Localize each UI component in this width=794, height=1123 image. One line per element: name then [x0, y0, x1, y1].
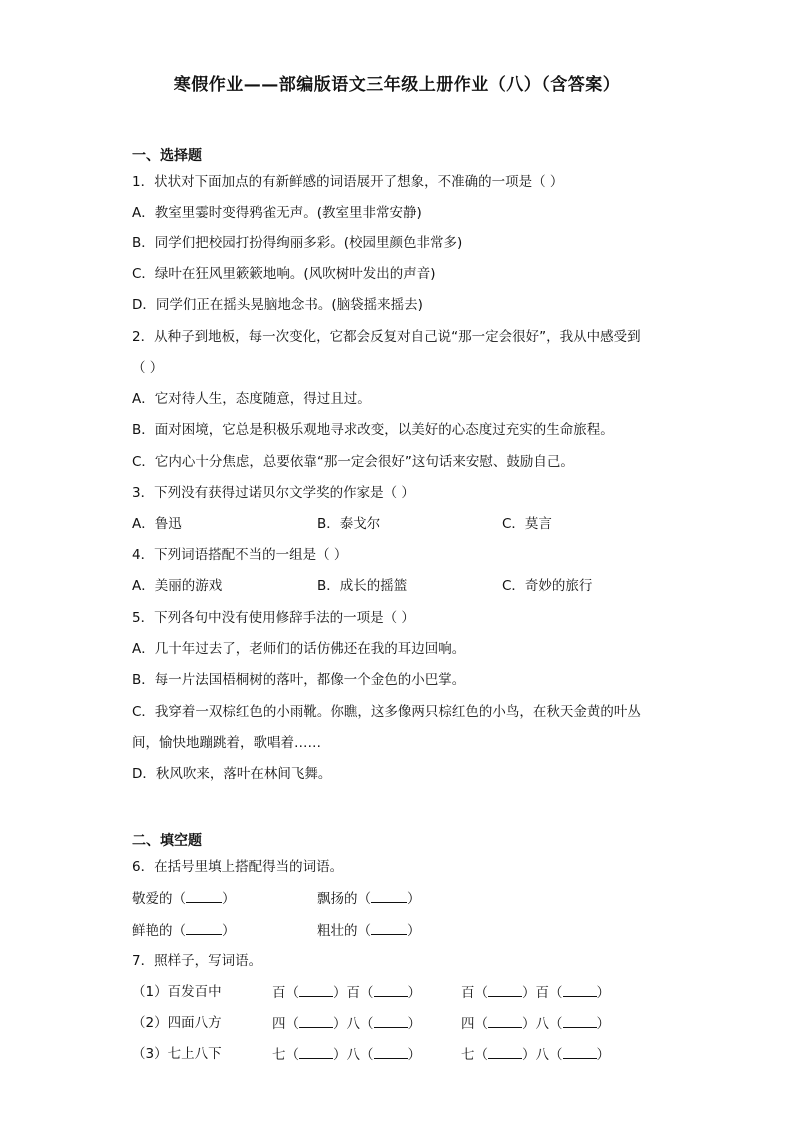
question-5-option-c: C．我穿着一双棕红色的小雨靴。你瞧，这多像两只棕红色的小鸟，在秋天金黄的叶丛	[132, 704, 641, 720]
answer-blank[interactable]	[371, 920, 407, 935]
question-3-option-a: A．鲁迅	[132, 516, 182, 532]
q7-row1-group1: 百（ ）百（ ）	[272, 982, 421, 1003]
question-5-option-a: A．几十年过去了，老师们的话仿佛还在我的耳边回响。	[132, 641, 466, 657]
question-1-option-d: D．同学们正在摇头晃脑地念书。(脑袋摇来摇去)	[132, 297, 423, 313]
answer-blank[interactable]	[299, 982, 333, 997]
answer-blank[interactable]	[186, 920, 222, 935]
answer-blank[interactable]	[186, 888, 222, 903]
answer-blank[interactable]	[563, 1013, 597, 1028]
q7-example-2: （2）四面八方	[132, 1015, 222, 1031]
question-3-option-c: C．莫言	[502, 516, 552, 532]
answer-blank[interactable]	[374, 982, 408, 997]
q7-row3-group1: 七（ ）八（ ）	[272, 1044, 421, 1065]
answer-blank[interactable]	[374, 1044, 408, 1059]
question-3-option-b: B．泰戈尔	[317, 516, 381, 532]
question-4-option-c: C．奇妙的旅行	[502, 578, 593, 594]
question-2-option-c: C．它内心十分焦虑，总要依靠“那一定会很好”这句话来安慰、鼓励自己。	[132, 454, 574, 470]
question-5-option-b: B．每一片法国梧桐树的落叶，都像一个金色的小巴掌。	[132, 672, 466, 688]
section-heading-choice: 一、选择题	[132, 148, 202, 164]
question-2-option-a: A．它对待人生，态度随意，得过且过。	[132, 391, 371, 407]
question-2-stem: 2．从种子到地板，每一次变化，它都会反复对自己说“那一定会很好”，我从中感受到	[132, 329, 641, 345]
question-5-stem: 5．下列各句中没有使用修辞手法的一项是（ ）	[132, 610, 415, 626]
question-7-stem: 7．照样子，写词语。	[132, 953, 263, 969]
question-1-option-c: C．绿叶在狂风里簌簌地响。(风吹树叶发出的声音)	[132, 266, 436, 282]
q7-row2-group2: 四（ ）八（ ）	[461, 1013, 610, 1034]
question-4-option-a: A．美丽的游戏	[132, 578, 223, 594]
question-2-option-b: B．面对困境，它总是积极乐观地寻求改变，以美好的心态度过充实的生命旅程。	[132, 422, 614, 438]
question-1-option-b: B．同学们把校园打扮得绚丽多彩。(校园里颜色非常多)	[132, 235, 463, 251]
question-3-stem: 3．下列没有获得过诺贝尔文学奖的作家是（ ）	[132, 485, 415, 501]
answer-blank[interactable]	[488, 1013, 522, 1028]
answer-blank[interactable]	[488, 1044, 522, 1059]
question-4-option-b: B．成长的摇篮	[317, 578, 408, 594]
q7-example-3: （3）七上八下	[132, 1046, 222, 1062]
q7-example-1: （1）百发百中	[132, 984, 222, 1000]
q6-item-4: 粗壮的（ ）	[317, 920, 421, 941]
q7-row3-group2: 七（ ）八（ ）	[461, 1044, 610, 1065]
q6-item-2: 飘扬的（ ）	[317, 888, 421, 909]
question-1-option-a: A．教室里霎时变得鸦雀无声。(教室里非常安静)	[132, 205, 422, 221]
question-1-stem: 1．状状对下面加点的有新鲜感的词语展开了想象，不准确的一项是（ ）	[132, 174, 564, 190]
q6-item-1: 敬爱的（ ）	[132, 888, 236, 909]
answer-blank[interactable]	[299, 1044, 333, 1059]
q7-row1-group2: 百（ ）百（ ）	[461, 982, 610, 1003]
question-5-option-c-cont: 间，愉快地蹦跳着，歌唱着……	[132, 735, 321, 751]
question-5-option-d: D．秋风吹来，落叶在林间飞舞。	[132, 766, 332, 782]
q7-row2-group1: 四（ ）八（ ）	[272, 1013, 421, 1034]
answer-blank[interactable]	[374, 1013, 408, 1028]
question-4-stem: 4．下列词语搭配不当的一组是（ ）	[132, 547, 348, 563]
question-2-stem-paren: （ ）	[132, 360, 164, 376]
answer-blank[interactable]	[563, 1044, 597, 1059]
answer-blank[interactable]	[371, 888, 407, 903]
question-6-stem: 6．在括号里填上搭配得当的词语。	[132, 859, 344, 875]
section-heading-fill: 二、填空题	[132, 833, 202, 849]
answer-blank[interactable]	[299, 1013, 333, 1028]
q6-item-3: 鲜艳的（ ）	[132, 920, 236, 941]
answer-blank[interactable]	[563, 982, 597, 997]
document-title: 寒假作业——部编版语文三年级上册作业（八）（含答案）	[173, 75, 621, 95]
answer-blank[interactable]	[488, 982, 522, 997]
